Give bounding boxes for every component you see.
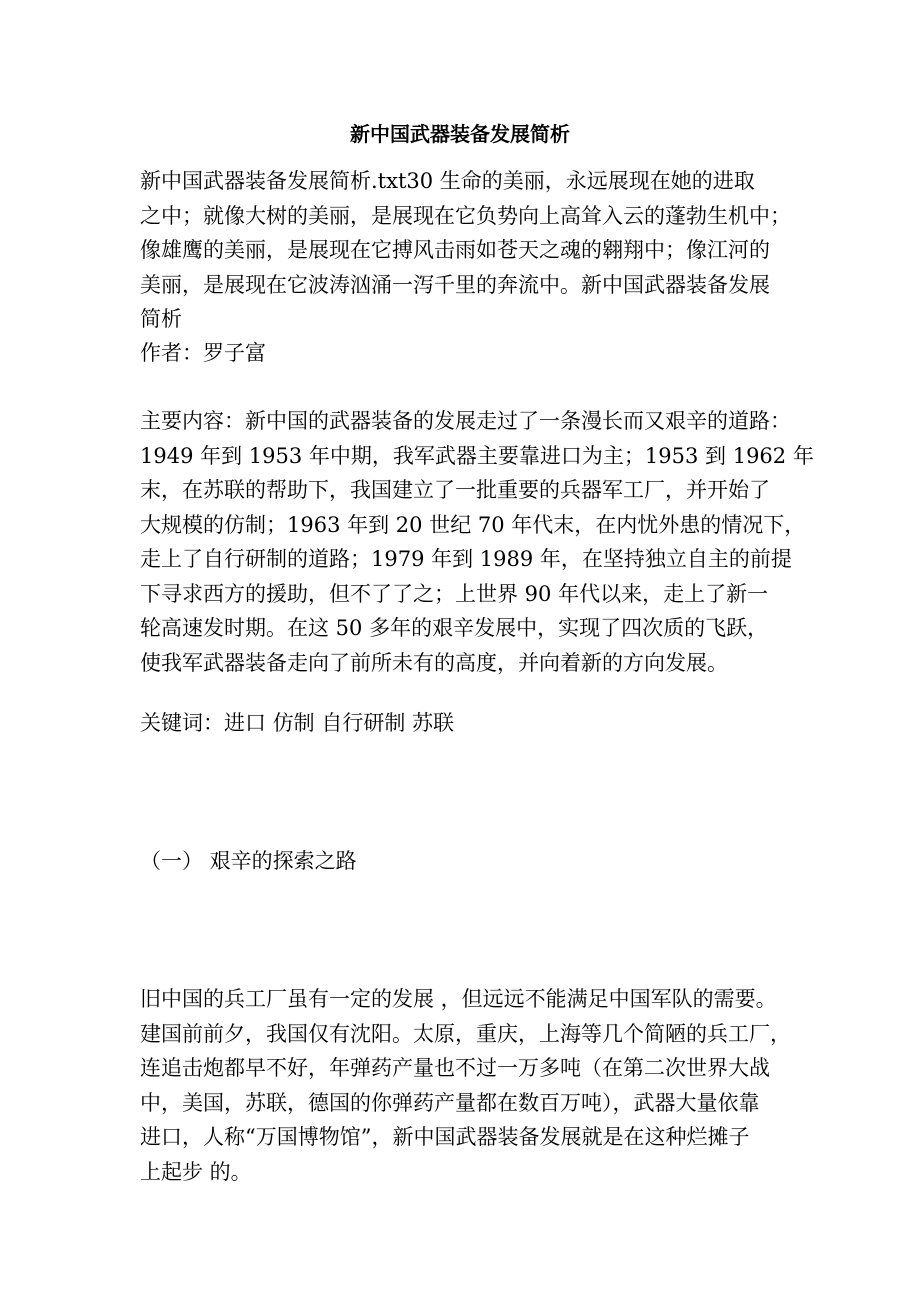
author-line: 作者：罗子富 (140, 341, 266, 365)
body-line: 建国前前夕，我国仅有沈阳。太原，重庆，上海等几个简陋的兵工厂， (140, 1021, 791, 1046)
intro-paragraph (140, 164, 790, 337)
document-title: 新中国武器装备发展简析 (350, 122, 570, 146)
summary-line: 下寻求西方的援助，但不了了之；上世界 90 年代以来，走上了新一 (140, 581, 769, 606)
intro-line: 简析 (140, 307, 182, 331)
summary-line: 使我军武器装备走向了前所未有的高度，并向着新的方向发展。 (140, 650, 728, 675)
keywords-line: 关键词：进口 仿制 自行研制 苏联 (140, 711, 455, 735)
intro-line: 之中；就像大树的美丽，是展现在它负势向上高耸入云的蓬勃生机中； (140, 203, 791, 228)
body-line: 上起步 的。 (140, 1159, 252, 1184)
summary-line: 轮高速发时期。在这 50 多年的艰辛发展中，实现了四次质的飞跃， (140, 616, 769, 640)
body-line: 连追击炮都早不好，年弹药产量也不过一万多吨（在第二次世界大战 (140, 1056, 770, 1080)
summary-line: 1949 年到 1953 年中期，我军武器主要靠进口为主；1953 到 1962 年 (140, 443, 814, 468)
section-heading: （一） 艰辛的探索之路 (140, 849, 357, 873)
body-paragraph (140, 982, 790, 1189)
body-line: 进口，人称“万国博物馆”，新中国武器装备发展就是在这种烂摊子 (140, 1125, 750, 1149)
summary-line: 大规模的仿制；1963 年到 20 世纪 70 年代末，在内忧外患的情况下， (140, 512, 806, 537)
summary-line: 主要内容：新中国的武器装备的发展走过了一条漫长而又艰辛的道路： (140, 409, 791, 433)
intro-line: 像雄鹰的美丽，是展现在它搏风击雨如苍天之魂的翱翔中；像江河的 (140, 238, 770, 262)
summary-paragraph (140, 404, 814, 680)
intro-line: 新中国武器装备发展简析.txt30 生命的美丽，永远展现在她的进取 (140, 169, 755, 193)
summary-line: 末，在苏联的帮助下，我国建立了一批重要的兵器军工厂，并开始了 (140, 478, 770, 502)
intro-line: 美丽，是展现在它波涛汹涌一泻千里的奔流中。新中国武器装备发展 (140, 272, 770, 297)
summary-line: 走上了自行研制的道路；1979 年到 1989 年，在坚持独立自主的前提 (140, 547, 792, 571)
body-line: 中，美国，苏联，德国的你弹药产量都在数百万吨），武器大量依靠 (140, 1090, 760, 1115)
body-line: 旧中国的兵工厂虽有一定的发展 ，但远远不能满足中国军队的需要。 (140, 987, 777, 1011)
